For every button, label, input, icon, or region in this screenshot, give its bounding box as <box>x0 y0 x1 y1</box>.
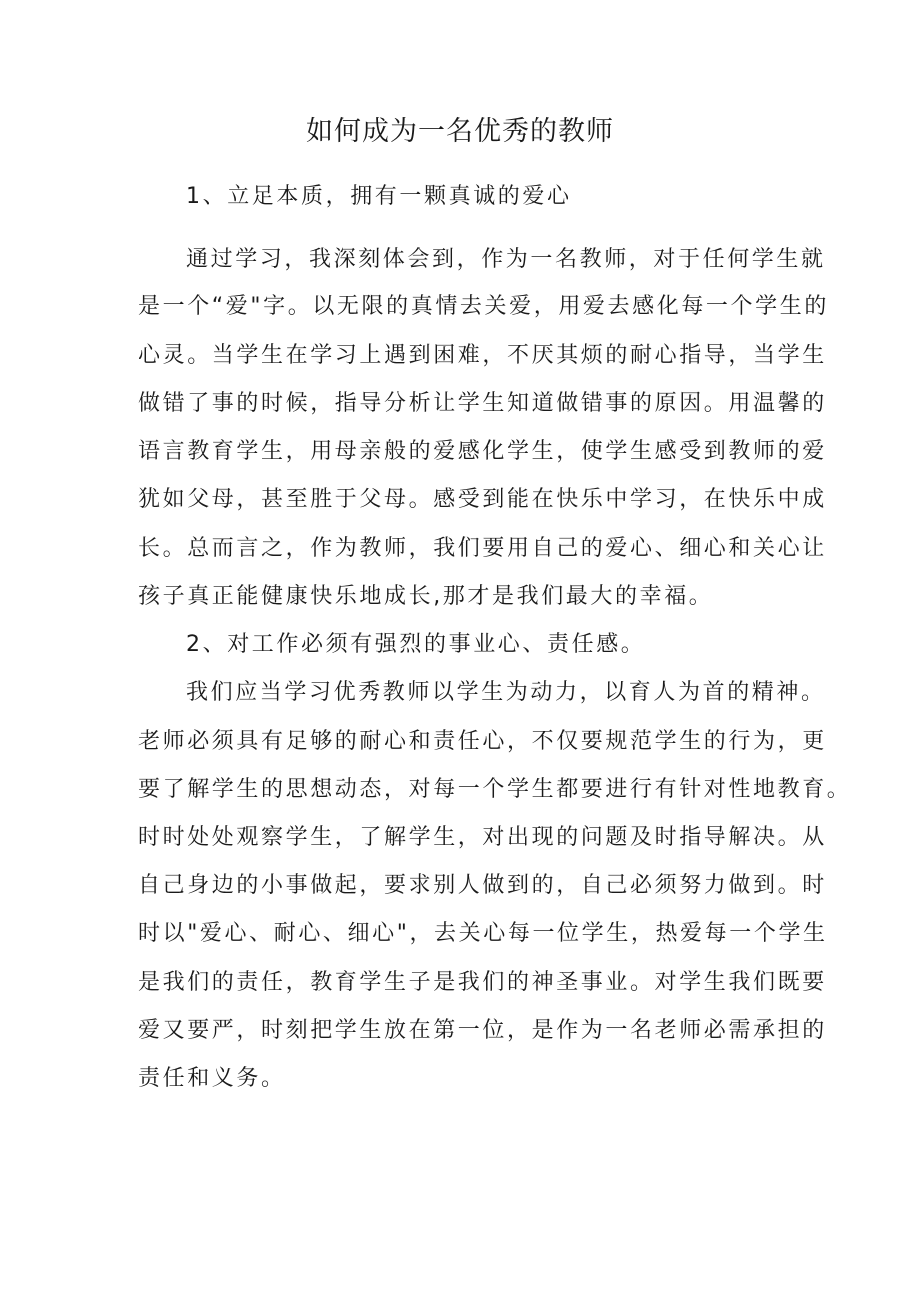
paragraph-line: 做错了事的时候，指导分析让学生知道做错事的原因。用温馨的 <box>138 391 827 416</box>
paragraph-line: 心灵。当学生在学习上遇到困难，不厌其烦的耐心指导，当学生 <box>138 343 827 368</box>
paragraph-line: 语言教育学生，用母亲般的爱感化学生，使学生感受到教师的爱 <box>138 439 827 464</box>
section-heading-1: 1、立足本质，拥有一颗真诚的爱心 <box>186 184 572 209</box>
paragraph-line: 自己身边的小事做起，要求别人做到的，自己必须努力做到。时 <box>138 873 827 898</box>
paragraph-line: 爱又要严，时刻把学生放在第一位，是作为一名老师必需承担的 <box>138 1018 827 1043</box>
paragraph-line: 通过学习，我深刻体会到，作为一名教师，对于任何学生就 <box>186 247 826 272</box>
paragraph-line: 是一个“爱"字。以无限的真情去关爱，用爱去感化每一个学生的 <box>138 294 829 319</box>
paragraph-line: 责任和义务。 <box>138 1066 286 1091</box>
paragraph-line: 犹如父母，甚至胜于父母。感受到能在快乐中学习，在快乐中成 <box>138 487 827 512</box>
paragraph-line: 是我们的责任，教育学生子是我们的神圣事业。对学生我们既要 <box>138 970 827 995</box>
section-heading-2: 2、对工作必须有强烈的事业心、责任感。 <box>186 632 646 657</box>
paragraph-line: 老师必须具有足够的耐心和责任心，不仅要规范学生的行为，更 <box>138 729 827 754</box>
document-title: 如何成为一名优秀的教师 <box>306 116 614 147</box>
paragraph-line: 时以"爱心、耐心、细心"，去关心每一位学生，热爱每一个学生 <box>138 921 828 946</box>
paragraph-line: 我们应当学习优秀教师以学生为动力，以育人为首的精神。 <box>186 680 826 705</box>
paragraph-line: 长。总而言之，作为教师，我们要用自己的爱心、细心和关心让 <box>138 536 827 561</box>
paragraph-line: 时时处处观察学生，了解学生，对出现的问题及时指导解决。从 <box>138 825 827 850</box>
paragraph-line: 孩子真正能健康快乐地成长,那才是我们最大的幸福。 <box>138 584 714 609</box>
paragraph-line: 要了解学生的思想动态，对每一个学生都要进行有针对性地教育。 <box>138 777 852 802</box>
